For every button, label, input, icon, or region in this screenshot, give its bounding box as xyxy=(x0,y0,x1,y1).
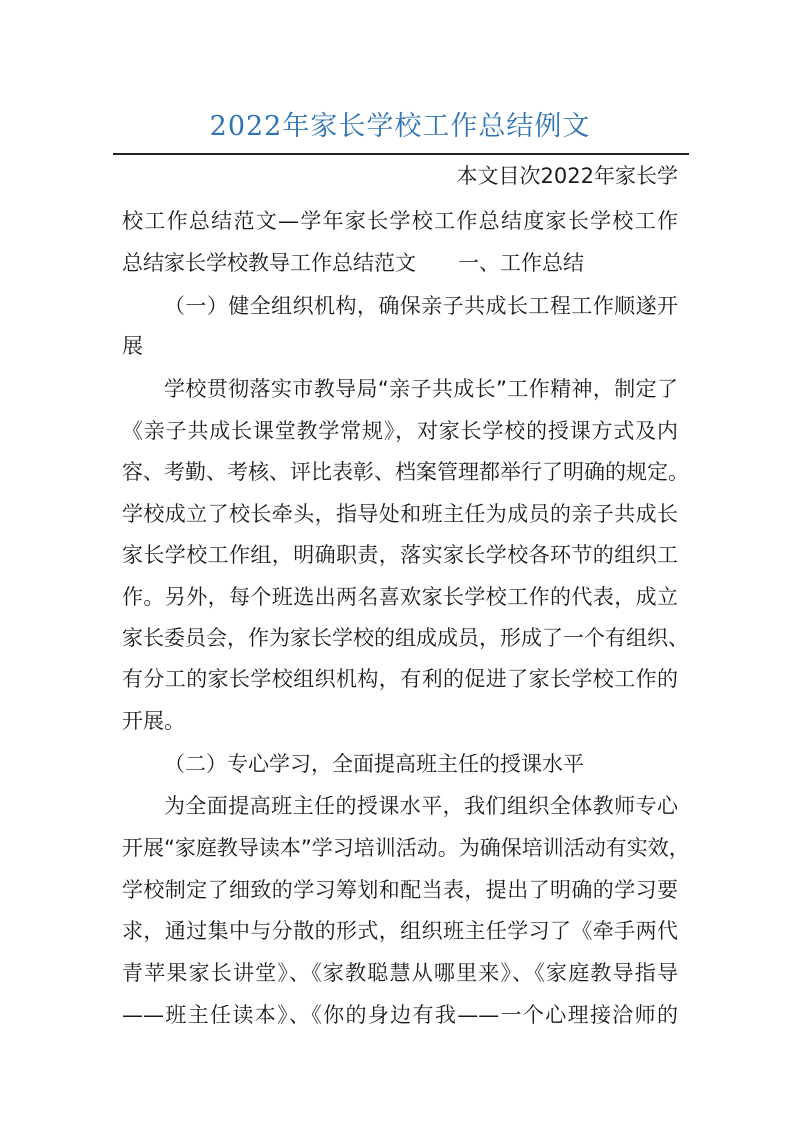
body-line: 《亲子共成长课堂教学常规》，对家长学校的授课方式及内 xyxy=(122,419,678,443)
body-line: 青苹果家长讲堂》、《家教聪慧从哪里来》、《家庭教导指导 xyxy=(122,961,678,985)
paragraph-first-line: 学校贯彻落实市教导局“亲子共成长”工作精神，制定了 xyxy=(164,377,678,401)
body-line: 总结家长学校教导工作总结范文 一、工作总结 xyxy=(122,251,584,275)
body-line: 展 xyxy=(122,334,143,358)
paragraph-first-line: 为全面提高班主任的授课水平，我们组织全体教师专心 xyxy=(164,794,678,818)
body-line: 有分工的家长学校组织机构，有利的促进了家长学校工作的 xyxy=(122,667,678,691)
body-line: 校工作总结范文—学年家长学校工作总结度家长学校工作 xyxy=(122,209,678,233)
body-line: 求，通过集中与分散的形式，组织班主任学习了《牵手两代 xyxy=(122,919,678,943)
body-line: 容、考勤、考核、评比表彰、档案管理都举行了明确的规定。 xyxy=(122,460,689,484)
body-line: 家长委员会，作为家长学校的组成成员，形成了一个有组织、 xyxy=(122,626,689,650)
body-line-toc: 本文目次2022年家长学 xyxy=(456,164,678,188)
body-line: ——班主任读本》、《你的身边有我——一个心理接洽师的 xyxy=(122,1003,678,1027)
body-line: 开展“家庭教导读本”学习培训活动。为确保培训活动有实效， xyxy=(122,836,690,860)
section-heading: （一）健全组织机构，确保亲子共成长工程工作顺遂开 xyxy=(164,294,678,318)
body-line: 学校成立了校长牵头，指导处和班主任为成员的亲子共成长 xyxy=(122,502,678,526)
body-line: 作。另外，每个班选出两名喜欢家长学校工作的代表，成立 xyxy=(122,585,678,609)
title-divider xyxy=(113,153,689,155)
section-heading: （二）专心学习，全面提高班主任的授课水平 xyxy=(164,752,584,776)
body-line: 学校制定了细致的学习筹划和配当表，提出了明确的学习要 xyxy=(122,878,678,902)
body-line: 家长学校工作组，明确职责，落实家长学校各环节的组织工 xyxy=(122,543,678,567)
body-line: 开展。 xyxy=(122,709,185,733)
document-title: 2022年家长学校工作总结例文 xyxy=(209,111,591,142)
